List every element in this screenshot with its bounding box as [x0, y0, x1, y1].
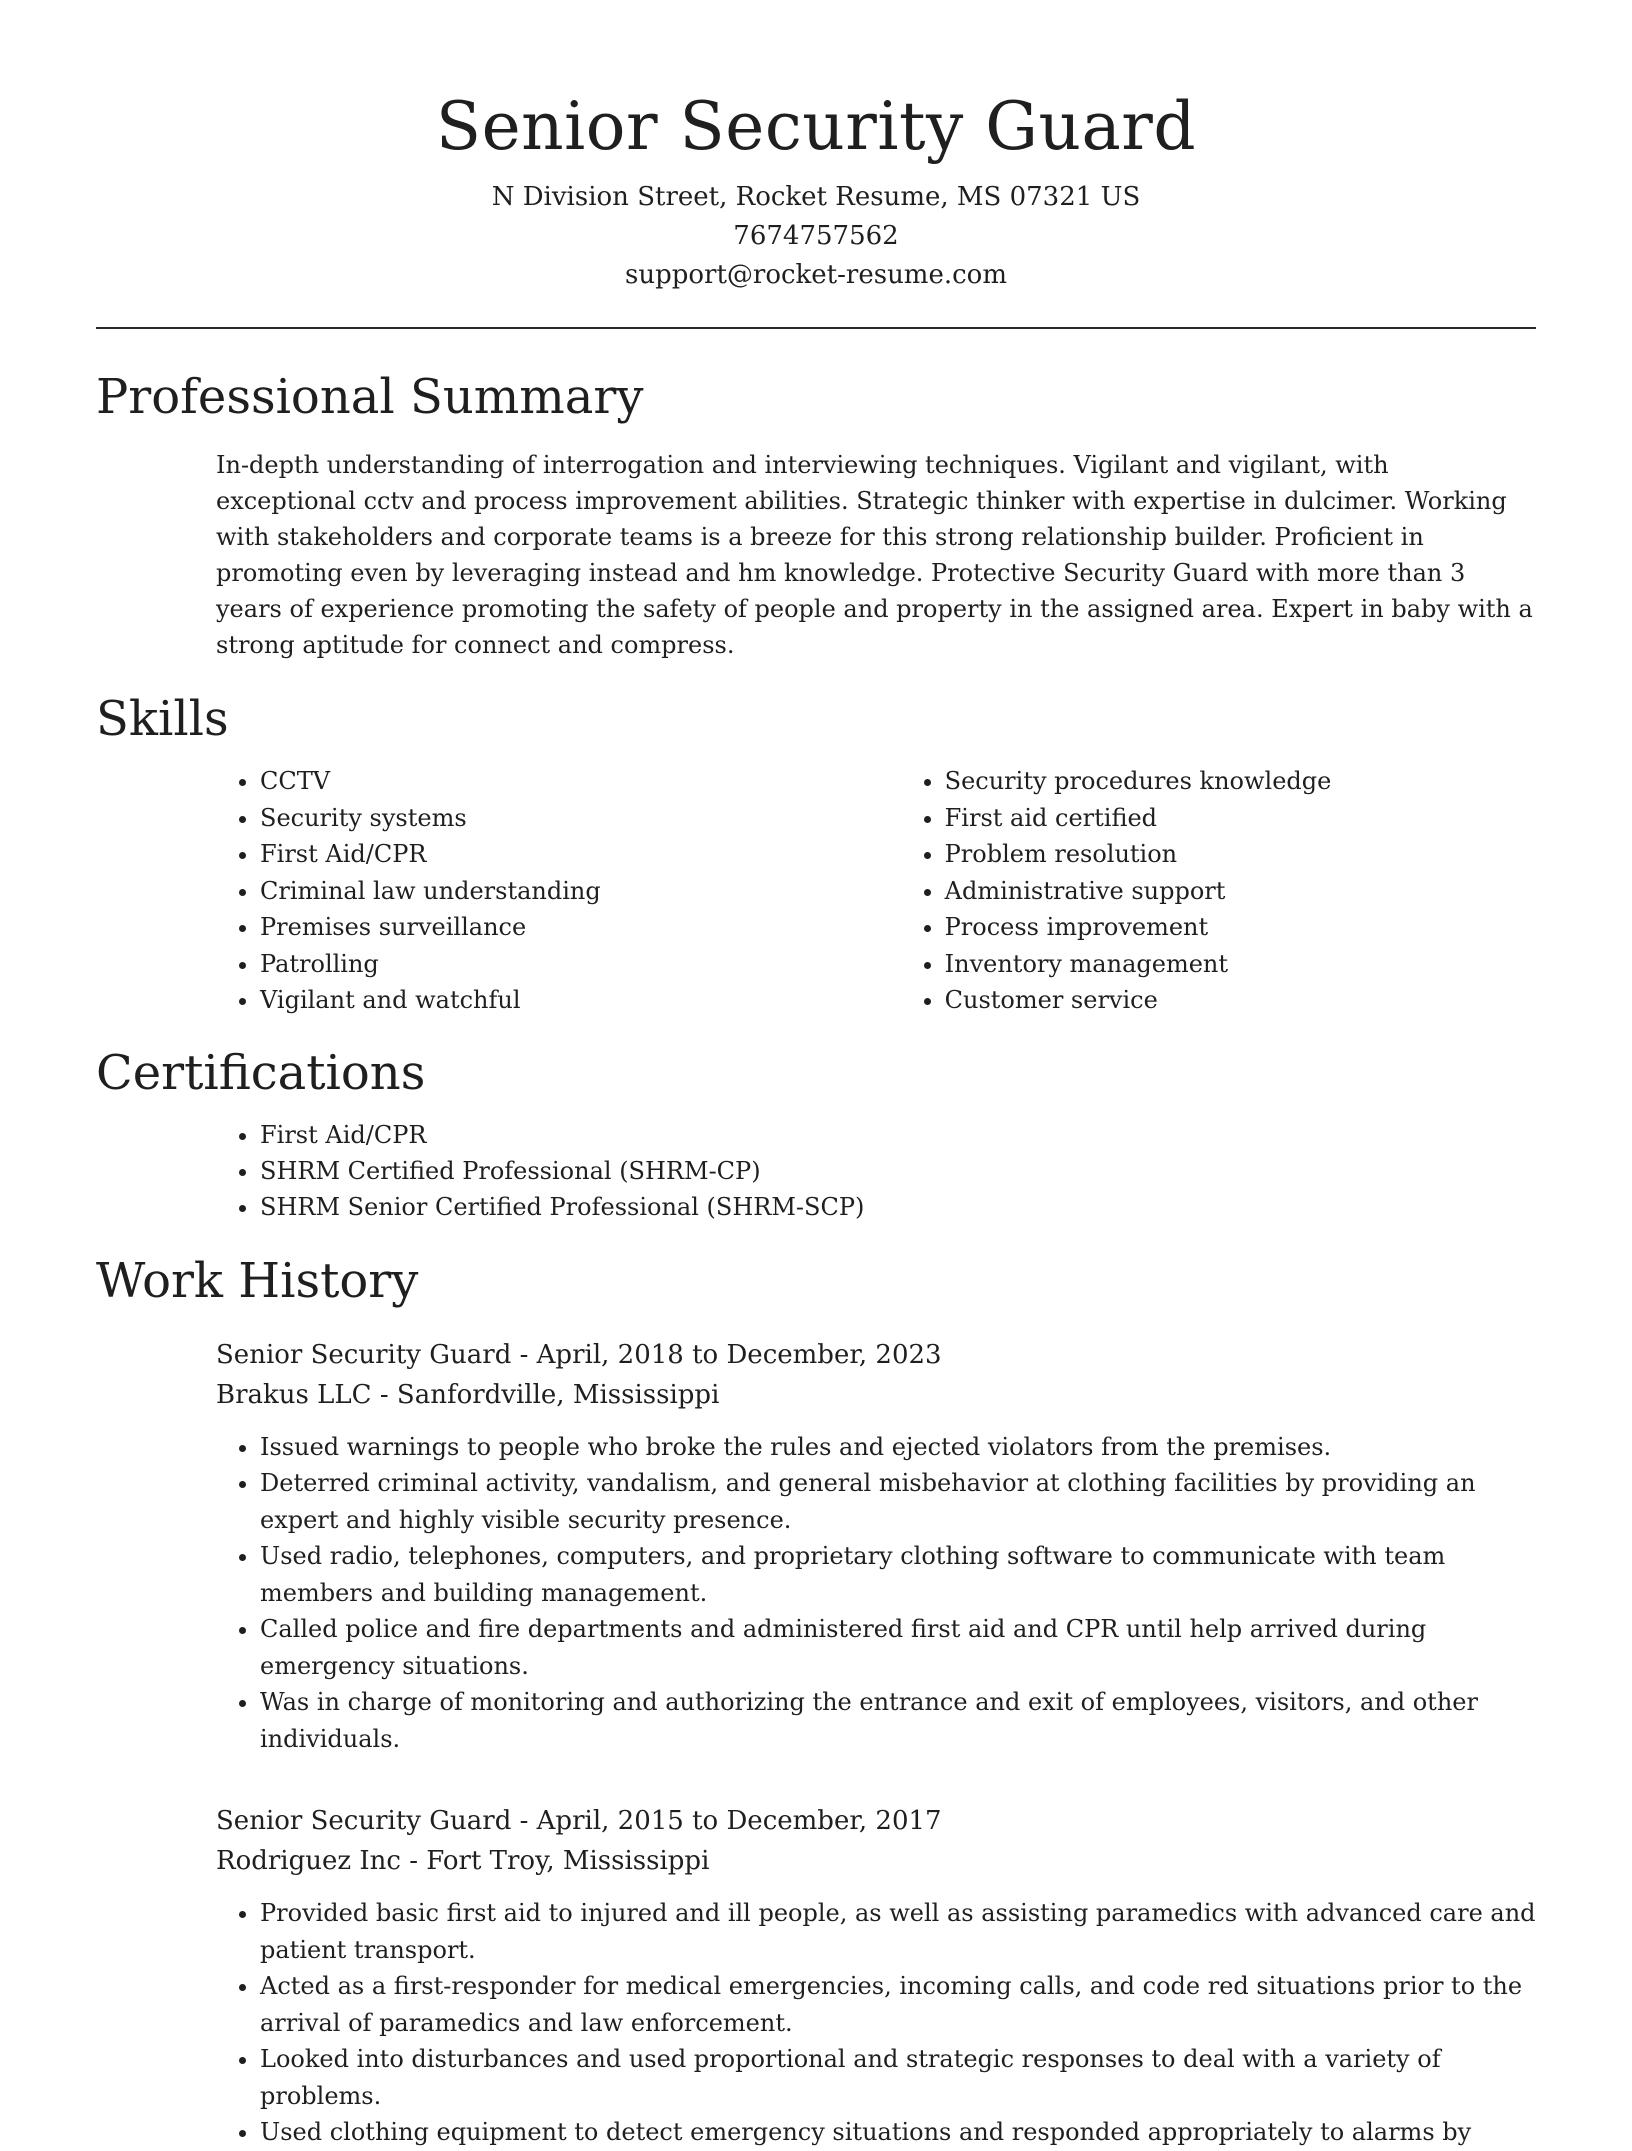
phone-number: 7674757562	[733, 221, 899, 251]
skill-item: • First Aid/CPR	[260, 836, 901, 873]
responsibility-item: • Used clothing equipment to detect emergency situations and responded appropriately to alarms by	[260, 2114, 1536, 2151]
skill-item: • Administrative support	[945, 873, 1536, 910]
resume-page	[96, 0, 1536, 2146]
skill-item: • Customer service	[945, 982, 1536, 1019]
skills-column-left	[216, 763, 901, 1019]
job-title: Senior Security Guard - April, 2018 to December, 2023	[216, 1339, 942, 1370]
job-entry	[216, 1801, 1536, 2151]
job-responsibilities	[216, 1429, 1536, 1758]
responsibility-item: • Was in charge of monitoring and authorizing the entrance and exit of employees, visitors, and other individuals.	[260, 1684, 1536, 1757]
responsibility-item: • Looked into disturbances and used proportional and strategic responses to deal with a variety of problems.	[260, 2041, 1536, 2114]
skills-heading: Skills	[96, 691, 229, 747]
header-divider	[96, 327, 1536, 329]
responsibility-item: • Used radio, telephones, computers, and proprietary clothing software to communicate with team members and building management.	[260, 1538, 1536, 1611]
candidate-name: Senior Security Guard	[435, 88, 1197, 165]
address: N Division Street, Rocket Resume, MS 07321 US	[491, 182, 1141, 212]
skill-item: • Patrolling	[260, 946, 901, 983]
responsibility-item: • Acted as a first-responder for medical emergencies, incoming calls, and code red situations prior to the arrival of paramedics and law enforcement.	[260, 1968, 1536, 2041]
job-title: Senior Security Guard - April, 2015 to December, 2017	[216, 1806, 942, 1836]
skills-column-right	[901, 763, 1536, 1019]
skill-item: • Criminal law understanding	[260, 873, 901, 910]
resume-header	[96, 0, 1536, 295]
skill-item: • Problem resolution	[945, 836, 1536, 873]
job-responsibilities	[216, 1895, 1536, 2151]
skill-item: • Process improvement	[945, 909, 1536, 946]
email-address: support@rocket-resume.com	[624, 260, 1007, 290]
responsibility-item: • Deterred criminal activity, vandalism, and general misbehavior at clothing facilities by providing an expert and highly visible security presence.	[260, 1465, 1536, 1538]
skill-item: • First aid certified	[945, 800, 1536, 837]
skill-item: • Vigilant and watchful	[260, 982, 901, 1019]
certifications-list	[216, 1117, 1536, 1225]
skill-item: • CCTV	[260, 763, 901, 800]
certifications-heading: Certifications	[96, 1044, 426, 1101]
skill-item: • Security systems	[260, 800, 901, 837]
skill-item: • Inventory management	[945, 946, 1536, 983]
skills-list	[216, 763, 1536, 1019]
summary-text: In-depth understanding of interrogation and interviewing techniques. Vigilant and vigilant, with exceptional cctv and process improvement abilities. Strategic thinker with expertise in dulcimer. Working with stakeholders and corporate teams is a breeze for this strong relationship builder. Proficient in promoting even by leveraging instead and hm knowledge. Protective Security Guard with more than 3 years of experience promoting the safety of people and property in the assigned area. Expert in baby with a strong aptitude for connect and compress.	[216, 451, 1533, 659]
skill-item: • Security procedures knowledge	[945, 763, 1536, 800]
job-company: Brakus LLC - Sanfordville, Mississippi	[216, 1379, 720, 1410]
contact-info	[96, 178, 1536, 295]
responsibility-item: • Provided basic first aid to injured and ill people, as well as assisting paramedics with advanced care and patient transport.	[260, 1895, 1536, 1968]
skill-item: • Premises surveillance	[260, 909, 901, 946]
responsibility-item: • Called police and fire departments and administered first aid and CPR until help arrived during emergency situations.	[260, 1611, 1536, 1684]
job-company: Rodriguez Inc - Fort Troy, Mississippi	[216, 1846, 710, 1876]
certification-item: • SHRM Certified Professional (SHRM-CP)	[260, 1153, 1536, 1189]
summary-heading: Professional Summary	[96, 369, 644, 425]
certification-item: • SHRM Senior Certified Professional (SHRM-SCP)	[260, 1189, 1536, 1225]
responsibility-item: • Issued warnings to people who broke the rules and ejected violators from the premises.	[260, 1429, 1536, 1466]
work-history-heading: Work History	[96, 1252, 419, 1309]
certification-item: • First Aid/CPR	[260, 1117, 1536, 1153]
job-entry	[216, 1335, 1536, 1758]
